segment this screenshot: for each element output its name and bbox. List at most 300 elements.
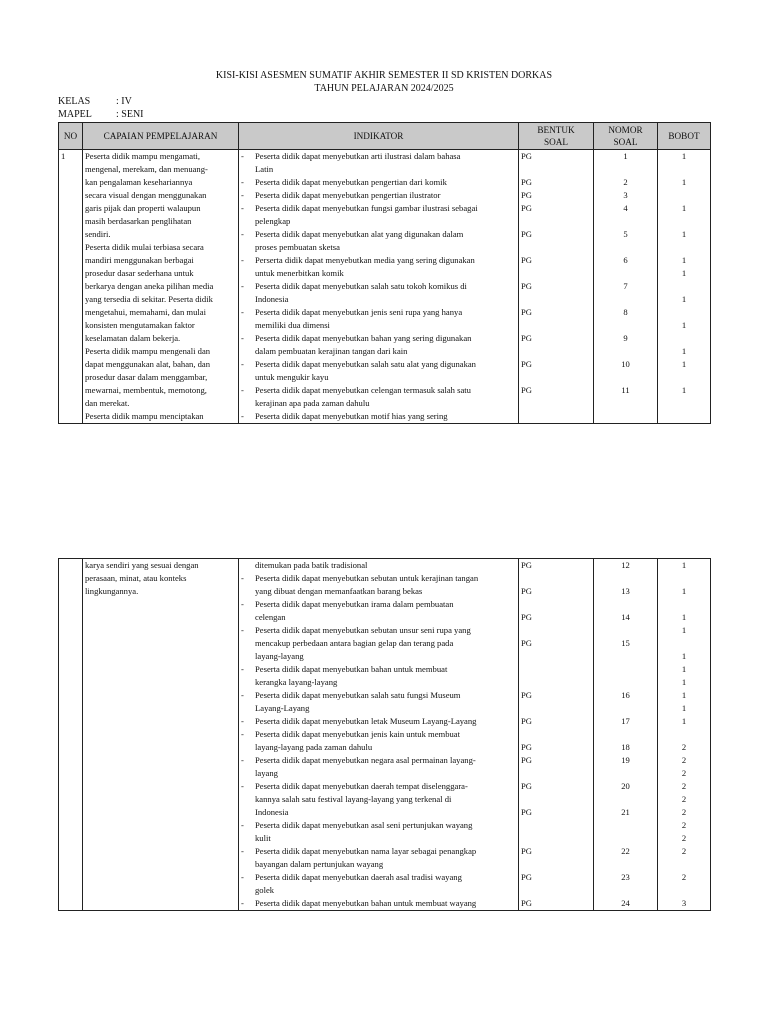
bentuk-soal-value: [521, 293, 591, 306]
bentuk-soal-value: PG: [521, 255, 532, 265]
nomor-soal-value: 13: [621, 586, 630, 596]
bentuk-soal-value: PG: [521, 807, 532, 817]
bobot-value: 1: [681, 346, 687, 356]
indikator-text: golek: [255, 885, 275, 895]
capaian-line: dan merekat.: [85, 398, 130, 408]
indikator-text: Peserta didik dapat menyebutkan salah satu tokoh komikus di: [255, 281, 467, 291]
bobot-value: [660, 163, 708, 176]
cell-bentuk-soal: [519, 150, 594, 424]
bentuk-soal-value: PG: [521, 307, 532, 317]
bobot-value: [660, 884, 708, 897]
nomor-soal-value: [596, 371, 655, 384]
indikator-text: Peserta didik dapat menyebutkan daerah asal tradisi wayang: [255, 872, 462, 882]
indikator-line: [241, 871, 516, 884]
bullet-dash: -: [241, 716, 244, 726]
indikator-line: [241, 410, 516, 423]
capaian-line: masih berdasarkan penglihatan: [85, 216, 192, 226]
indikator-text: Layang-Layang: [255, 703, 310, 713]
bullet-dash: -: [241, 664, 244, 674]
indikator-line: [241, 858, 516, 871]
bentuk-soal-value: PG: [521, 638, 532, 648]
indikator-text: kerangka layang-layang: [255, 677, 338, 687]
bobot-value: [660, 280, 708, 293]
cell-nomor-soal: [594, 150, 658, 424]
indikator-line: [241, 319, 516, 332]
header-nomor-soal: [594, 123, 658, 150]
bullet-dash: -: [241, 203, 244, 213]
header-no: NO: [59, 123, 83, 150]
nomor-soal-value: 2: [623, 177, 628, 187]
bentuk-soal-value: [521, 572, 591, 585]
indikator-line: [241, 793, 516, 806]
bullet-dash: -: [241, 281, 244, 291]
nomor-soal-value: 19: [621, 755, 630, 765]
nomor-soal-value: [596, 650, 655, 663]
indikator-text: kannya salah satu festival layang-layang yang terkenal di: [255, 794, 452, 804]
cell-indikator: [239, 150, 519, 424]
indikator-line: [241, 358, 516, 371]
indikator-line: [241, 306, 516, 319]
bentuk-soal-value: PG: [521, 190, 532, 200]
indikator-line: [241, 624, 516, 637]
indikator-text: Perserta didik dapat menyebutkan media yang sering digunakan: [255, 255, 475, 265]
nomor-soal-value: [596, 598, 655, 611]
bullet-dash: -: [241, 846, 244, 856]
nomor-soal-value: 1: [623, 151, 628, 161]
bobot-value: 1: [681, 703, 687, 713]
nomor-soal-value: 17: [621, 716, 630, 726]
no-value: 1: [61, 151, 66, 161]
header-bobot: BOBOT: [658, 123, 711, 150]
indikator-line: [241, 676, 516, 689]
bentuk-soal-value: PG: [521, 872, 532, 882]
indikator-line: [241, 241, 516, 254]
bentuk-soal-value: PG: [521, 177, 532, 187]
bobot-value: 2: [681, 846, 687, 856]
cell-bentuk-soal: [519, 559, 594, 911]
nomor-soal-value: 16: [621, 690, 630, 700]
indikator-text: Peserta didik dapat menyebutkan bahan untuk membuat wayang: [255, 898, 477, 908]
indikator-line: [241, 598, 516, 611]
bobot-value: [660, 572, 708, 585]
nomor-soal-value: [596, 163, 655, 176]
indikator-text: bayangan dalam pertunjukan wayang: [255, 859, 384, 869]
nomor-soal-value: [596, 293, 655, 306]
indikator-line: [241, 202, 516, 215]
indikator-line: [241, 689, 516, 702]
bullet-dash: -: [241, 898, 244, 908]
kelas-row: [58, 95, 132, 108]
capaian-line: mengetahui, memahami, dan mulai: [85, 307, 206, 317]
indikator-text: mencakup perbedaan antara bagian gelap dan terang pada: [255, 638, 454, 648]
bentuk-soal-value: PG: [521, 281, 532, 291]
bentuk-soal-value: PG: [521, 203, 532, 213]
indikator-line: [241, 332, 516, 345]
nomor-soal-value: [596, 702, 655, 715]
capaian-line: lingkungannya.: [85, 586, 139, 596]
bobot-value: [660, 189, 708, 202]
bobot-value: 2: [681, 833, 687, 843]
bentuk-soal-value: PG: [521, 781, 532, 791]
bobot-value: 1: [681, 612, 687, 622]
indikator-text: pelengkap: [255, 216, 291, 226]
indikator-line: [241, 897, 516, 910]
indikator-line: [241, 702, 516, 715]
bobot-value: 1: [681, 586, 687, 596]
indikator-text: layang: [255, 768, 278, 778]
bullet-dash: -: [241, 411, 244, 421]
document-subtitle: TAHUN PELAJARAN 2024/2025: [314, 83, 454, 94]
bentuk-soal-value: PG: [521, 846, 532, 856]
cell-indikator: [239, 559, 519, 911]
nomor-soal-value: [596, 397, 655, 410]
indikator-line: [241, 806, 516, 819]
nomor-soal-value: [596, 241, 655, 254]
indikator-text: Peserta didik dapat menyebutkan alat yang digunakan dalam: [255, 229, 464, 239]
indikator-line: [241, 384, 516, 397]
nomor-soal-value: [596, 624, 655, 637]
indikator-line: [241, 345, 516, 358]
indikator-text: layang-layang pada zaman dahulu: [255, 742, 373, 752]
indikator-line: [241, 189, 516, 202]
indikator-text: Peserta didik dapat menyebutkan jenis kain untuk membuat: [255, 729, 461, 739]
indikator-line: [241, 715, 516, 728]
bobot-value: [660, 637, 708, 650]
nomor-soal-value: 18: [621, 742, 630, 752]
bobot-value: 1: [681, 385, 687, 395]
nomor-soal-value: [596, 676, 655, 689]
bobot-value: 1: [681, 677, 687, 687]
indikator-line: [241, 780, 516, 793]
header-indikator: INDIKATOR: [239, 123, 519, 150]
indikator-text: ditemukan pada batik tradisional: [255, 560, 368, 570]
bentuk-soal-value: PG: [521, 560, 532, 570]
bentuk-soal-value: PG: [521, 755, 532, 765]
bentuk-soal-value: PG: [521, 612, 532, 622]
bobot-value: [660, 306, 708, 319]
nomor-soal-value: 8: [623, 307, 628, 317]
cell-capaian: [83, 150, 239, 424]
bobot-value: [660, 858, 708, 871]
nomor-soal-value: 22: [621, 846, 630, 856]
nomor-soal-value: 10: [621, 359, 630, 369]
bentuk-soal-value: [521, 267, 591, 280]
indikator-text: Peserta didik dapat menyebutkan irama dalam pembuatan: [255, 599, 454, 609]
nomor-soal-value: 11: [621, 385, 630, 395]
indikator-line: [241, 637, 516, 650]
bobot-value: 1: [681, 716, 687, 726]
capaian-line: sendiri.: [85, 229, 111, 239]
capaian-line: prosedur dasar sederhana untuk: [85, 268, 194, 278]
capaian-line: kan pengalaman kesehariannya: [85, 177, 193, 187]
nomor-soal-value: [596, 728, 655, 741]
nomor-soal-value: [596, 345, 655, 358]
kelas-value: : IV: [116, 96, 132, 107]
bobot-value: 2: [681, 781, 687, 791]
indikator-line: [241, 397, 516, 410]
indikator-line: [241, 767, 516, 780]
bentuk-soal-value: PG: [521, 359, 532, 369]
bobot-value: 2: [681, 755, 687, 765]
cell-capaian: [83, 559, 239, 911]
bentuk-soal-value: PG: [521, 586, 532, 596]
indikator-text: kulit: [255, 833, 271, 843]
indikator-text: Latin: [255, 164, 274, 174]
bentuk-soal-value: [521, 858, 591, 871]
indikator-line: [241, 228, 516, 241]
indikator-text: Peserta didik dapat menyebutkan sebutan unsur seni rupa yang: [255, 625, 471, 635]
bobot-value: 1: [681, 203, 687, 213]
bentuk-soal-value: [521, 241, 591, 254]
bentuk-soal-value: [521, 598, 591, 611]
indikator-line: [241, 215, 516, 228]
bentuk-soal-value: [521, 215, 591, 228]
bentuk-soal-value: [521, 793, 591, 806]
cell-bobot: [658, 559, 711, 911]
nomor-soal-value: [596, 793, 655, 806]
bullet-dash: -: [241, 625, 244, 635]
bullet-dash: -: [241, 229, 244, 239]
nomor-soal-value: 15: [621, 638, 630, 648]
indikator-line: [241, 845, 516, 858]
bentuk-soal-value: [521, 884, 591, 897]
indikator-text: Peserta didik dapat menyebutkan arti ilustrasi dalam bahasa: [255, 151, 461, 161]
capaian-line: yang tersedia di sekitar. Peserta didik: [85, 294, 213, 304]
nomor-soal-value: [596, 410, 655, 423]
indikator-line: [241, 254, 516, 267]
header-bentuk-soal: [519, 123, 594, 150]
indikator-text: Peserta didik dapat menyebutkan daerah tempat diselenggara-: [255, 781, 468, 791]
indikator-text: Peserta didik dapat menyebutkan pengertian dari komik: [255, 177, 447, 187]
header-capaian: CAPAIAN PEMPELAJARAN: [83, 123, 239, 150]
mapel-label: MAPEL: [58, 109, 92, 120]
indikator-text: memiliki dua dimensi: [255, 320, 330, 330]
capaian-line: mengenal, merekam, dan menuang-: [85, 164, 208, 174]
capaian-line: perasaan, minat, atau konteks: [85, 573, 187, 583]
mapel-value: : SENI: [116, 109, 144, 120]
bullet-dash: -: [241, 255, 244, 265]
indikator-line: [241, 611, 516, 624]
kisi-kisi-table-page-1: [58, 122, 711, 424]
nomor-soal-value: [596, 832, 655, 845]
bentuk-soal-value: PG: [521, 690, 532, 700]
bobot-value: [660, 397, 708, 410]
nomor-soal-value: [596, 663, 655, 676]
bentuk-soal-value: [521, 728, 591, 741]
capaian-line: Peserta didik mampu menciptakan: [85, 411, 204, 421]
bullet-dash: -: [241, 307, 244, 317]
indikator-line: [241, 741, 516, 754]
bullet-dash: -: [241, 690, 244, 700]
indikator-text: untuk mengukir kayu: [255, 372, 329, 382]
bullet-dash: -: [241, 177, 244, 187]
indikator-line: [241, 884, 516, 897]
bullet-dash: -: [241, 333, 244, 343]
bobot-value: [660, 410, 708, 423]
indikator-text: Peserta didik dapat menyebutkan bahan untuk membuat: [255, 664, 448, 674]
bentuk-soal-value: [521, 702, 591, 715]
nomor-soal-value: [596, 572, 655, 585]
capaian-line: karya sendiri yang sesuai dengan: [85, 560, 199, 570]
capaian-line: prosedur dasar dalam menggambar,: [85, 372, 208, 382]
indikator-text: Peserta didik dapat menyebutkan asal seni pertunjukan wayang: [255, 820, 473, 830]
bullet-dash: -: [241, 820, 244, 830]
nomor-soal-value: 3: [623, 190, 628, 200]
bullet-dash: -: [241, 190, 244, 200]
bentuk-soal-value: [521, 345, 591, 358]
indikator-text: dalam pembuatan kerajinan tangan dari kain: [255, 346, 408, 356]
nomor-soal-value: 9: [623, 333, 628, 343]
indikator-line: [241, 371, 516, 384]
bobot-value: 2: [681, 742, 687, 752]
bobot-value: 1: [681, 294, 687, 304]
nomor-soal-value: 14: [621, 612, 630, 622]
nomor-soal-value: [596, 319, 655, 332]
cell-nomor-soal: [594, 559, 658, 911]
bobot-value: 1: [681, 560, 687, 570]
indikator-text: Peserta didik dapat menyebutkan motif hias yang sering: [255, 411, 448, 421]
indikator-line: [241, 280, 516, 293]
bentuk-soal-value: PG: [521, 716, 532, 726]
bullet-dash: -: [241, 755, 244, 765]
cell-no: [59, 150, 83, 424]
bobot-value: 1: [681, 664, 687, 674]
indikator-line: [241, 559, 516, 572]
bullet-dash: -: [241, 385, 244, 395]
nomor-soal-value: [596, 858, 655, 871]
bullet-dash: -: [241, 359, 244, 369]
capaian-line: konsisten mengutamakan faktor: [85, 320, 195, 330]
bentuk-soal-value: [521, 624, 591, 637]
capaian-line: Peserta didik mampu mengenali dan: [85, 346, 211, 356]
indikator-text: Peserta didik dapat menyebutkan fungsi gambar ilustrasi sebagai: [255, 203, 478, 213]
indikator-text: Peserta didik dapat menyebutkan negara asal permainan layang-: [255, 755, 476, 765]
indikator-text: Peserta didik dapat menyebutkan bahan yang sering digunakan: [255, 333, 472, 343]
nomor-soal-value: 6: [623, 255, 628, 265]
bullet-dash: -: [241, 729, 244, 739]
indikator-text: Peserta didik dapat menyebutkan nama layar sebagai penangkap: [255, 846, 477, 856]
kelas-label: KELAS: [58, 96, 91, 107]
document-title: KISI-KISI ASESMEN SUMATIF AKHIR SEMESTER II SD KRISTEN DORKAS: [215, 70, 553, 81]
indikator-line: [241, 150, 516, 163]
bobot-value: 3: [681, 898, 687, 908]
indikator-text: Peserta didik dapat menyebutkan celengan termasuk salah satu: [255, 385, 471, 395]
indikator-text: Peserta didik dapat menyebutkan pengertian ilustrator: [255, 190, 441, 200]
bobot-value: 1: [681, 359, 687, 369]
indikator-text: kerajinan apa pada zaman dahulu: [255, 398, 370, 408]
nomor-soal-value: 23: [621, 872, 630, 882]
indikator-text: Peserta didik dapat menyebutkan sebutan untuk kerajinan tangan: [255, 573, 479, 583]
nomor-soal-value: 4: [623, 203, 628, 213]
indikator-line: [241, 293, 516, 306]
header-nomor-1: NOMOR: [608, 125, 643, 135]
bobot-value: 1: [681, 320, 687, 330]
header-bentuk-2: SOAL: [544, 137, 568, 147]
indikator-line: [241, 572, 516, 585]
bullet-dash: -: [241, 599, 244, 609]
bobot-value: 1: [681, 690, 687, 700]
bobot-value: 2: [681, 768, 687, 778]
nomor-soal-value: [596, 767, 655, 780]
bentuk-soal-value: [521, 650, 591, 663]
nomor-soal-value: 20: [621, 781, 630, 791]
bobot-value: 1: [681, 151, 687, 161]
kisi-kisi-table-page-2: [58, 558, 711, 911]
bobot-value: 1: [681, 255, 687, 265]
indikator-line: [241, 176, 516, 189]
bobot-value: [660, 332, 708, 345]
bobot-value: [660, 215, 708, 228]
bentuk-soal-value: PG: [521, 333, 532, 343]
bullet-dash: -: [241, 872, 244, 882]
nomor-soal-value: 7: [623, 281, 628, 291]
capaian-line: dapat menggunakan alat, bahan, dan: [85, 359, 211, 369]
bullet-dash: -: [241, 781, 244, 791]
indikator-text: Indonesia: [255, 807, 289, 817]
bentuk-soal-value: [521, 410, 591, 423]
bobot-value: 2: [681, 794, 687, 804]
capaian-line: mandiri menggunakan berbagai: [85, 255, 194, 265]
header-row: [59, 123, 711, 150]
indikator-line: [241, 650, 516, 663]
bentuk-soal-value: PG: [521, 385, 532, 395]
indikator-text: layang-layang: [255, 651, 304, 661]
cell-no: [59, 559, 83, 911]
bobot-value: 1: [681, 268, 687, 278]
indikator-text: Peserta didik dapat menyebutkan salah satu fungsi Museum: [255, 690, 461, 700]
bobot-value: 2: [681, 807, 687, 817]
indikator-line: [241, 267, 516, 280]
bobot-value: [660, 728, 708, 741]
bobot-value: 2: [681, 820, 687, 830]
capaian-line: secara visual dengan menggunakan: [85, 190, 207, 200]
bobot-value: [660, 241, 708, 254]
nomor-soal-value: [596, 884, 655, 897]
bentuk-soal-value: PG: [521, 229, 532, 239]
indikator-text: yang dibuat dengan memanfaatkan barang bekas: [255, 586, 423, 596]
nomor-soal-value: 5: [623, 229, 628, 239]
indikator-line: [241, 832, 516, 845]
bullet-dash: -: [241, 151, 244, 161]
nomor-soal-value: 12: [621, 560, 630, 570]
bentuk-soal-value: [521, 163, 591, 176]
indikator-text: untuk menerbitkan komik: [255, 268, 344, 278]
capaian-line: keselamatan dalam bekerja.: [85, 333, 181, 343]
nomor-soal-value: [596, 215, 655, 228]
bobot-value: 1: [681, 177, 687, 187]
bentuk-soal-value: [521, 767, 591, 780]
bentuk-soal-value: [521, 319, 591, 332]
bentuk-soal-value: PG: [521, 898, 532, 908]
nomor-soal-value: [596, 819, 655, 832]
nomor-soal-value: 24: [621, 898, 630, 908]
indikator-line: [241, 754, 516, 767]
indikator-text: Peserta didik dapat menyebutkan jenis seni rupa yang hanya: [255, 307, 463, 317]
indikator-line: [241, 585, 516, 598]
bentuk-soal-value: [521, 676, 591, 689]
table-row: [59, 559, 711, 911]
indikator-text: Peserta didik dapat menyebutkan letak Museum Layang-Layang: [255, 716, 477, 726]
nomor-soal-value: 21: [621, 807, 630, 817]
indikator-line: [241, 663, 516, 676]
capaian-line: berkarya dengan aneka pilihan media: [85, 281, 214, 291]
indikator-line: [241, 163, 516, 176]
bentuk-soal-value: [521, 663, 591, 676]
cell-bobot: [658, 150, 711, 424]
header-bentuk-1: BENTUK: [537, 125, 575, 135]
indikator-text: Peserta didik dapat menyebutkan salah satu alat yang digunakan: [255, 359, 476, 369]
capaian-line: Peserta didik mampu mengamati,: [85, 151, 201, 161]
